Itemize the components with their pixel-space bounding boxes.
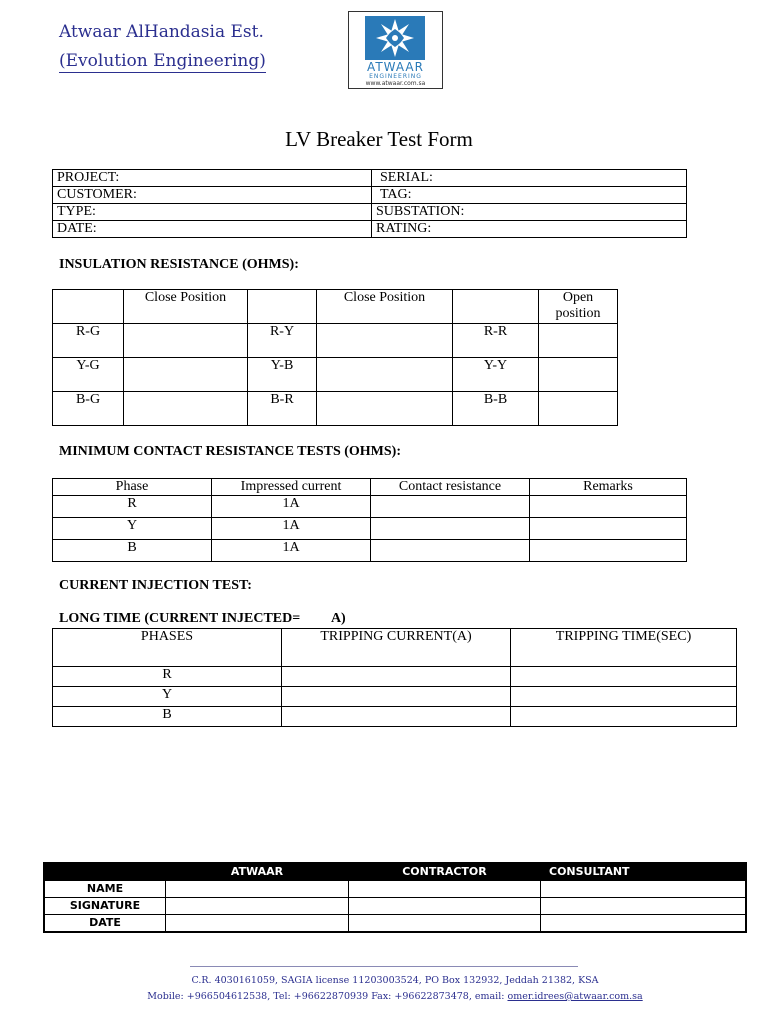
remarks-cell[interactable]: [530, 540, 687, 562]
injection-header-time: TRIPPING TIME(SEC): [511, 629, 737, 667]
value-cell[interactable]: [539, 358, 618, 392]
rating-field[interactable]: RATING:: [372, 221, 687, 238]
table-row: Y 1A: [53, 518, 687, 540]
date-field[interactable]: DATE:: [53, 221, 372, 238]
signature-cell[interactable]: [166, 898, 349, 915]
logo-subtitle: ENGINEERING: [369, 73, 422, 80]
table-row: Y-G Y-B Y-Y: [53, 358, 618, 392]
footer-contact: Mobile: +966504612538, Tel: +96622870939 Fax: +96622873478, email: omer.idrees@atwaar.com.sa: [147, 991, 643, 1002]
signature-table: [43, 862, 747, 933]
value-cell[interactable]: [317, 324, 453, 358]
table-row: B 1A: [53, 540, 687, 562]
project-field[interactable]: PROJECT:: [53, 170, 372, 187]
table-row: DATE: [44, 915, 746, 933]
email-link[interactable]: omer.idrees@atwaar.com.sa: [507, 991, 643, 1002]
value-cell[interactable]: [371, 496, 530, 518]
customer-field[interactable]: CUSTOMER:: [53, 187, 372, 204]
table-row: NAME: [44, 881, 746, 898]
value-cell[interactable]: [539, 324, 618, 358]
value-cell[interactable]: [539, 392, 618, 426]
remarks-cell[interactable]: [530, 518, 687, 540]
injection-table: [52, 628, 737, 727]
value-cell[interactable]: [371, 518, 530, 540]
footer-address: C.R. 4030161059, SAGIA license 11203003524, PO Box 132932, Jeddah 21382, KSA: [191, 975, 599, 986]
substation-field[interactable]: SUBSTATION:: [372, 204, 687, 221]
table-row: SIGNATURE: [44, 898, 746, 915]
injection-heading: CURRENT INJECTION TEST:: [59, 578, 252, 593]
table-row: R 1A: [53, 496, 687, 518]
insulation-table: [52, 289, 618, 426]
sig-header-consultant: CONSULTANT: [541, 863, 747, 881]
contact-heading: MINIMUM CONTACT RESISTANCE TESTS (OHMS):: [59, 444, 402, 459]
value-cell[interactable]: [124, 358, 248, 392]
value-cell[interactable]: [371, 540, 530, 562]
insulation-col-close-2: Close Position: [317, 290, 453, 324]
table-row: B-G B-R B-B: [53, 392, 618, 426]
long-time-heading: LONG TIME (CURRENT INJECTED= A): [59, 611, 346, 626]
value-cell[interactable]: [282, 687, 511, 707]
signature-cell[interactable]: [166, 915, 349, 933]
value-cell[interactable]: [317, 392, 453, 426]
sig-header-atwaar: ATWAAR: [166, 863, 349, 881]
signature-cell[interactable]: [541, 898, 747, 915]
contact-header-remarks: Remarks: [530, 479, 687, 496]
tag-field[interactable]: TAG:: [372, 187, 687, 204]
value-cell[interactable]: [282, 707, 511, 727]
signature-cell[interactable]: [349, 898, 541, 915]
logo-url: www.atwaar.com.sa: [365, 80, 426, 87]
info-table: [52, 169, 687, 238]
logo-brand: ATWAAR: [367, 60, 424, 74]
value-cell[interactable]: [511, 687, 737, 707]
value-cell[interactable]: [511, 667, 737, 687]
table-row: B: [53, 707, 737, 727]
remarks-cell[interactable]: [530, 496, 687, 518]
type-field[interactable]: TYPE:: [53, 204, 372, 221]
injection-header-current: TRIPPING CURRENT(A): [282, 629, 511, 667]
table-row: R-G R-Y R-R: [53, 324, 618, 358]
insulation-heading: INSULATION RESISTANCE (OHMS):: [59, 257, 299, 272]
table-row: R: [53, 667, 737, 687]
logo-star-icon: [365, 16, 425, 60]
signature-cell[interactable]: [541, 881, 747, 898]
signature-cell[interactable]: [541, 915, 747, 933]
signature-cell[interactable]: [349, 881, 541, 898]
table-row: Y: [53, 687, 737, 707]
contact-header-current: Impressed current: [212, 479, 371, 496]
contact-table: [52, 478, 687, 562]
serial-field[interactable]: SERIAL:: [372, 170, 687, 187]
company-name: Atwaar AlHandasia Est.: [59, 22, 264, 42]
company-logo: [348, 11, 443, 89]
company-subtitle: (Evolution Engineering): [59, 51, 266, 71]
value-cell[interactable]: [124, 324, 248, 358]
form-title: LV Breaker Test Form: [285, 127, 473, 151]
value-cell[interactable]: [124, 392, 248, 426]
injection-header-phases: PHASES: [53, 629, 282, 667]
signature-cell[interactable]: [349, 915, 541, 933]
insulation-col-open: Open position: [539, 290, 618, 324]
sig-header-contractor: CONTRACTOR: [349, 863, 541, 881]
signature-cell[interactable]: [166, 881, 349, 898]
contact-header-phase: Phase: [53, 479, 212, 496]
value-cell[interactable]: [282, 667, 511, 687]
insulation-col-close-1: Close Position: [124, 290, 248, 324]
value-cell[interactable]: [317, 358, 453, 392]
contact-header-resistance: Contact resistance: [371, 479, 530, 496]
footer-divider: [190, 966, 578, 967]
value-cell[interactable]: [511, 707, 737, 727]
